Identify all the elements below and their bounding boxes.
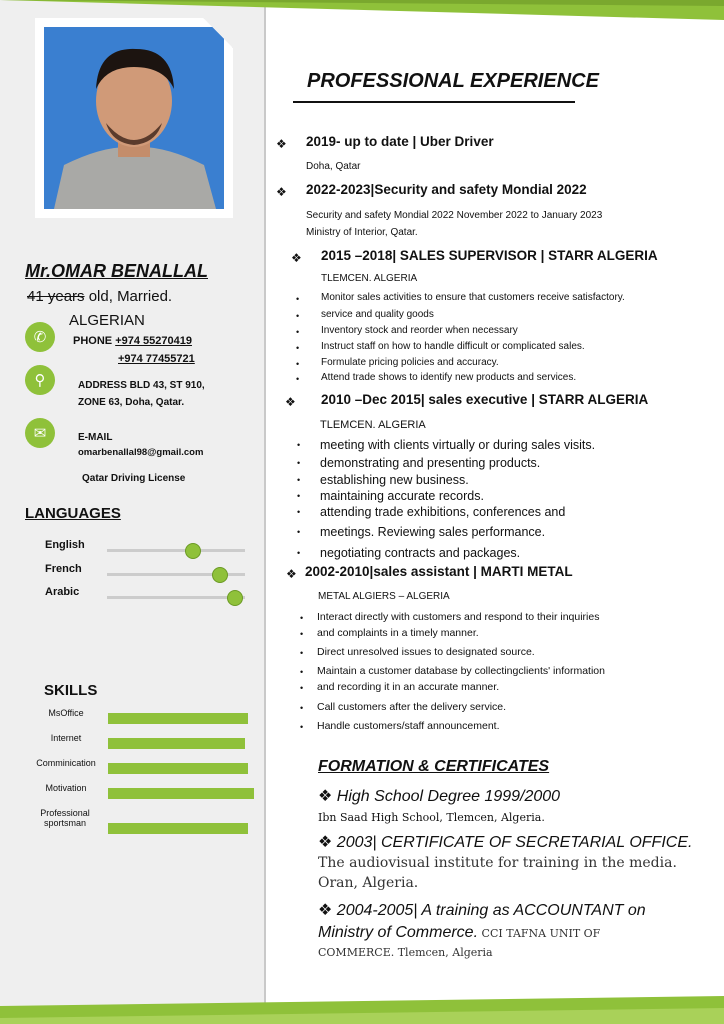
skill-level-bar: [108, 763, 248, 774]
experience-title: PROFESSIONAL EXPERIENCE: [307, 70, 599, 92]
address-line-2: ZONE 63, Doha, Qatar.: [78, 397, 185, 408]
skill-level-bar: [108, 738, 245, 749]
marital-status: old, Married.: [84, 288, 173, 305]
language-level-dot: [185, 543, 201, 559]
diamond-bullet-icon: ❖: [286, 567, 297, 581]
language-label: English: [45, 539, 85, 551]
duty-line: maintaining accurate records.: [320, 489, 484, 503]
phone-row-1: [73, 335, 192, 347]
diamond-bullet-icon: ❖: [276, 137, 287, 151]
bullet-icon: •: [297, 458, 301, 468]
language-level-track: [107, 596, 245, 599]
job5-location: METAL ALGIERS – ALGERIA: [318, 591, 450, 602]
phone-number-2[interactable]: +974 77455721: [118, 353, 195, 365]
diamond-bullet-icon: ❖: [291, 251, 302, 265]
language-label: French: [45, 563, 82, 575]
cert2-desc-1: The audiovisual institute for training in the media.: [318, 855, 677, 871]
job3-title: 2015 –2018| SALES SUPERVISOR | STARR ALGERIA: [321, 248, 658, 263]
job2-title: 2022-2023|Security and safety Mondial 2022: [306, 182, 587, 197]
bullet-icon: •: [297, 475, 301, 485]
job3-location: TLEMCEN. ALGERIA: [321, 273, 418, 284]
duty-line: Call customers after the delivery service.: [317, 701, 507, 713]
email-icon: ✉: [25, 418, 55, 448]
job2-desc-1: Security and safety Mondial 2022 November 2022 to January 2023: [306, 210, 603, 221]
bullet-icon: •: [300, 667, 304, 677]
address-line-1: ADDRESS BLD 43, ST 910,: [78, 380, 205, 391]
bullet-icon: •: [296, 327, 300, 337]
bottom-accent-bar: [0, 996, 724, 1024]
sidebar-divider: [264, 0, 266, 1024]
bullet-icon: •: [297, 491, 301, 501]
skill-label: Internet: [50, 733, 82, 743]
duty-line: establishing new business.: [320, 473, 469, 487]
skills-title: SKILLS: [44, 682, 98, 699]
duty-line: and complaints in a timely manner.: [317, 627, 479, 639]
phone-label: PHONE: [73, 335, 116, 347]
email-address[interactable]: omarbenallal98@gmail.com: [78, 447, 204, 458]
cert2-title: ❖ 2003| CERTIFICATE OF SECRETARIAL OFFICE.: [318, 834, 693, 851]
skill-level-bar: [108, 823, 248, 834]
duty-line: and recording it in an accurate manner.: [317, 681, 500, 693]
nationality: ALGERIAN: [69, 312, 145, 329]
duty-line: meetings. Reviewing sales performance.: [320, 525, 546, 539]
bullet-icon: •: [296, 294, 300, 304]
diamond-bullet-icon: ❖: [276, 185, 287, 199]
language-label: Arabic: [45, 586, 80, 598]
cert3-title: ❖ 2004-2005| A training as ACCOUNTANT on: [318, 902, 646, 919]
phone-number-1[interactable]: +974 55270419: [115, 335, 192, 347]
languages-title: LANGUAGES: [25, 505, 121, 522]
skill-level-bar: [108, 713, 248, 724]
cert1-title: ❖ High School Degree 1999/2000: [318, 788, 561, 805]
bullet-icon: •: [300, 648, 304, 658]
bullet-icon: •: [296, 343, 300, 353]
formation-title: FORMATION & CERTIFICATES: [318, 758, 550, 775]
duty-line: Direct unresolved issues to designated source.: [317, 646, 535, 658]
bullet-icon: •: [300, 629, 304, 639]
skill-label: Motivation: [45, 783, 87, 793]
cert1-desc: Ibn Saad High School, Tlemcen, Algeria.: [318, 811, 545, 824]
cert3-line-2: [318, 924, 600, 942]
duty-line: demonstrating and presenting products.: [320, 456, 541, 470]
duty-line: service and quality goods: [321, 309, 434, 320]
driving-license: Qatar Driving License: [82, 473, 186, 484]
duty-line: Formulate pricing policies and accuracy.: [321, 357, 499, 368]
duty-line: Attend trade shows to identify new products and services.: [321, 372, 577, 383]
job4-title: 2010 –Dec 2015| sales executive | STARR ALGERIA: [321, 392, 649, 407]
duty-line: Inventory stock and reorder when necessary: [321, 325, 518, 336]
cert3-desc-2: COMMERCE. Tlemcen, Algeria: [318, 946, 493, 959]
bullet-icon: •: [297, 440, 301, 450]
job1-title: 2019- up to date | Uber Driver: [306, 134, 494, 149]
cert2-desc-2: Oran, Algeria.: [318, 875, 419, 891]
bullet-icon: •: [296, 374, 300, 384]
experience-title-underline: [293, 101, 575, 103]
bullet-icon: •: [297, 507, 301, 517]
duty-line: Handle customers/staff announcement.: [317, 720, 500, 732]
job2-desc-2: Ministry of Interior, Qatar.: [306, 227, 418, 238]
job4-location: TLEMCEN. ALGERIA: [320, 419, 426, 431]
cert3-desc-1: CCI TAFNA UNIT OF: [478, 927, 601, 940]
candidate-name: Mr.OMAR BENALLAL: [25, 261, 208, 281]
skill-level-bar: [108, 788, 254, 799]
cert3-title-2: Ministry of Commerce.: [318, 924, 479, 941]
bullet-icon: •: [296, 359, 300, 369]
bullet-icon: •: [297, 548, 301, 558]
bullet-icon: •: [297, 527, 301, 537]
duty-line: Monitor sales activities to ensure that customers receive satisfactory.: [321, 292, 625, 303]
diamond-bullet-icon: ❖: [285, 395, 296, 409]
bullet-icon: •: [300, 722, 304, 732]
duty-line: Interact directly with customers and respond to their inquiries: [317, 611, 600, 623]
phone-icon: ✆: [25, 322, 55, 352]
skill-label: Comminication: [36, 758, 96, 768]
duty-line: meeting with clients virtually or during sales visits.: [320, 438, 596, 452]
duty-line: Instruct staff on how to handle difficult or complicated sales.: [321, 341, 585, 352]
top-accent-bar: [0, 0, 724, 20]
skill-label: MsOffice: [48, 708, 84, 718]
age: 41 years: [27, 288, 85, 305]
duty-line: Maintain a customer database by collectingclients' information: [317, 665, 605, 677]
bullet-icon: •: [300, 613, 304, 623]
profile-photo-frame: [35, 18, 233, 218]
job1-location: Doha, Qatar: [306, 161, 361, 172]
job5-title: 2002-2010|sales assistant | MARTI METAL: [305, 564, 573, 579]
duty-line: negotiating contracts and packages.: [320, 546, 521, 560]
email-label: E-MAIL: [78, 432, 113, 443]
skill-label: Professional sportsman: [40, 808, 90, 828]
profile-photo: [44, 27, 224, 209]
age-status: [27, 288, 172, 305]
bullet-icon: •: [300, 683, 304, 693]
language-level-track: [107, 549, 245, 552]
duty-line: attending trade exhibitions, conferences and: [320, 505, 566, 519]
bullet-icon: •: [300, 703, 304, 713]
location-icon: ⚲: [25, 365, 55, 395]
bullet-icon: •: [296, 311, 300, 321]
